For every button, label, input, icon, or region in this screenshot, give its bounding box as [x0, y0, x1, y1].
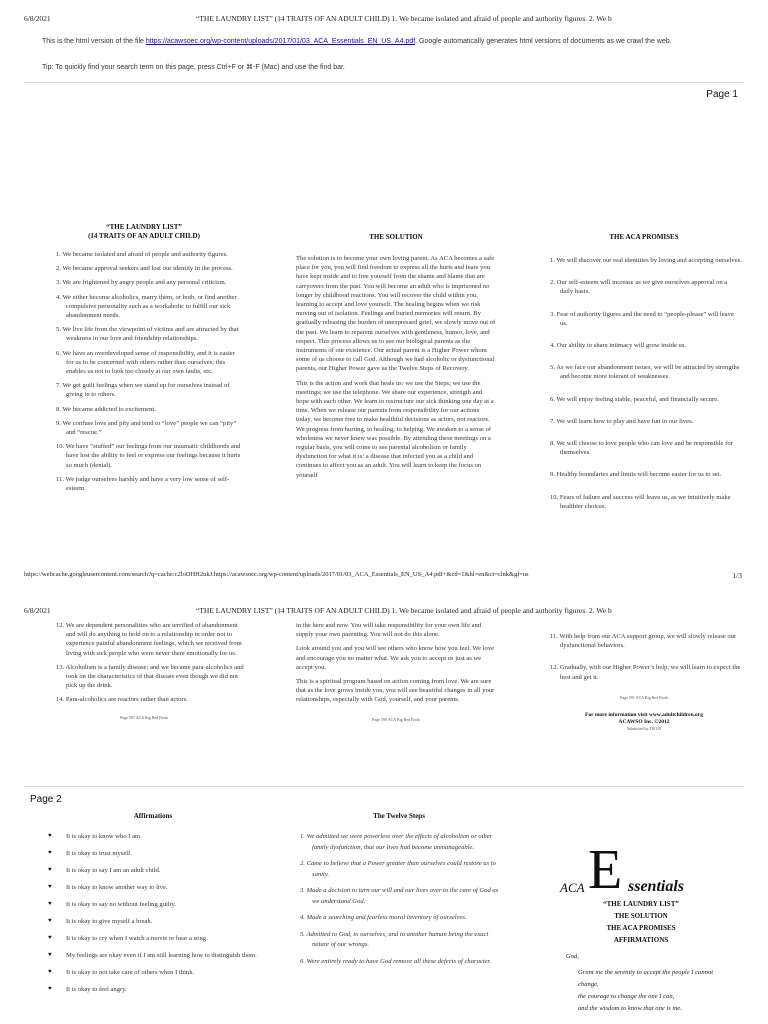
- prayer-line: and the wisdom to know that one is me.: [578, 1005, 682, 1012]
- promises-title: THE ACA PROMISES: [609, 233, 679, 241]
- promises-continued: [546, 632, 742, 731]
- list-item: 1. We will discover our real identities by loving and accepting ourselves.: [550, 257, 742, 264]
- laundry-list-column: [44, 223, 244, 498]
- solution-column: [296, 233, 496, 559]
- list-item: 7. We will learn how to play and have fun in our lives.: [550, 417, 694, 425]
- notice-text-post: . Google automatically generates html versions of documents as we crawl the web.: [415, 38, 672, 45]
- contents-item: THE ACA PROMISES: [606, 924, 676, 932]
- list-item: 5. As we face our abandonment issues, we will be attracted by strengths and become more tolerant of weaknesses.: [550, 364, 740, 381]
- laundry-list-subtitle: (14 TRAITS OF AN ADULT CHILD): [88, 232, 200, 240]
- traits-list: [44, 621, 244, 705]
- list-item: ♥ My feelings are okay even if I am still learning how to distinguish them.: [48, 951, 258, 960]
- twelve-steps-column: [298, 812, 500, 1024]
- solution-title: THE SOLUTION: [369, 233, 423, 241]
- list-item: 2. Our self-esteem will increase as we give ourselves approval on a daily basis.: [550, 279, 728, 296]
- promises-list: [546, 256, 742, 511]
- twelve-steps-title: The Twelve Steps: [373, 812, 425, 820]
- logo-big-e: E: [588, 839, 623, 901]
- list-item: 11. We judge ourselves harshly and have a very low sense of self-esteem.: [56, 475, 230, 493]
- contents-item: “THE LAUNDRY LIST”: [603, 900, 679, 908]
- page-1-label: Page 1: [706, 89, 738, 100]
- solution-paragraph: The solution is to become your own loving parent. As ACA becomes a safe place for you, you will find freedom to express all the hurts and fears you have kept inside and to free yourself from the shame and blame that are carryovers from the past. You will become an adult who is imprisoned no longer by childhood reactions. You will recover the child within you, learning to accept and love yourself. The healing begins when we risk moving out of isolation. Feelings and buried memories will return. By gradually releasing the burden of unexpressed grief, we slowly move out of the past. We learn to reparent ourselves with gentleness, humor, love, and respect. This process allows us to see our biological parents as the instruments of our existence. Our actual parent is a Higher Power whom some of us choose to call God. Although we had alcoholic or dysfunctional parents, our Higher Power gave us the Twelve Steps of Recovery.: [296, 255, 496, 373]
- print-title: “THE LAUNDRY LIST” (14 TRAITS OF AN ADULT CHILD) 1. We became isolated and afraid of people and authority figures. 2. We b: [196, 606, 612, 615]
- contents-item: AFFIRMATIONS: [613, 936, 669, 944]
- info-website: For more information visit www.adultchildren.org: [585, 711, 703, 718]
- list-item: 7. We get guilt feelings when we stand up for ourselves instead of giving in to others.: [56, 382, 230, 399]
- find-tip: Tip: To quickly find your search term on this page, press Ctrl+F or ⌘-F (Mac) and use the find bar.: [42, 64, 345, 71]
- aca-essentials-logo: [560, 839, 720, 901]
- list-item: ♥ It is okay to feel angry.: [48, 985, 258, 994]
- logo-aca: ACA: [560, 880, 585, 895]
- list-item: ♥ It is okay to say I am an adult child.: [48, 866, 258, 875]
- divider: [24, 82, 744, 83]
- list-item: 6. We will enjoy feeling stable, peaceful, and financially secure.: [550, 395, 719, 403]
- source-pdf-link[interactable]: https://acawsoec.org/wp-content/uploads/2017/01/03_ACA_Essentials_EN_US_A4.pdf: [145, 38, 416, 45]
- list-item: 12. We are dependent personalities who are terrified of abandonment and will do anything to hold on to a relationship in order not to experience painful abandonment feelings, which we received from living with sick people who were never there emotionally for us.: [56, 622, 242, 657]
- list-item: ♥ It is okay to not take care of others when I think.: [48, 968, 258, 977]
- laundry-list-continued: [44, 621, 244, 720]
- print-page-number: 1/3: [732, 571, 742, 580]
- logo-essentials: ssentials: [628, 878, 685, 895]
- page-footer: Page 591 ACA Big Red Book: [620, 694, 668, 700]
- prayer-line: Grant me the serenity to accept the people I cannot change,: [578, 969, 714, 988]
- list-item: 6. Were entirely ready to have God remove all these defects of character.: [300, 957, 492, 965]
- list-item: 3. Fear of authority figures and the need to “people-please” will leave us.: [550, 310, 734, 327]
- list-item: ♥ It is okay to know another way to live.: [48, 883, 258, 892]
- list-item: 8. We will choose to love people who can love and be responsible for themselves.: [550, 440, 733, 457]
- list-item: 1. We admitted we were powerless over the effects of alcoholism or other family dysfunction, that our lives had become unmanageable.: [300, 833, 493, 851]
- contents-list: [566, 898, 716, 946]
- solution-continued: [296, 621, 496, 722]
- affirmations-column: [48, 812, 258, 1002]
- list-item: 11. With help from our ACA support group, we will slowly release our dysfunctional behaviors.: [550, 633, 737, 650]
- solution-paragraph: This is the action and work that heals us: we use the Steps; we use the meetings; we use the telephone. We share our experience, strength and hope with each other. We learn to restructure our sick thinking one day at a time. When we release our parents from responsibility for our actions today, we become free to make healthful decisions as actors, not reactors. We progress from hurting, to healing, to helping. We awaken to a sense of wholeness we never knew was possible. By attending these meetings on a regular basis, you will come to see parental alcoholism or family dysfunction for what it is: a disease that infected you as a child and continues to affect you as an adult. You will learn to keep the focus on yourself: [296, 379, 494, 479]
- page-footer: Page 590 ACA Big Red Book: [372, 716, 420, 722]
- traits-list: [44, 250, 244, 493]
- list-item: 5. Admitted to God, to ourselves, and to another human being the exact nature of our wrongs.: [300, 930, 489, 948]
- list-item: 9. Healthy boundaries and limits will become easier for us to set.: [550, 471, 722, 479]
- promises-column: [546, 233, 742, 524]
- list-item: 5. We live life from the viewpoint of victims and are attracted by that weakness in our love and friendship relationships.: [56, 326, 239, 343]
- divider: [24, 786, 744, 787]
- list-item: 12. Gradually, with our Higher Power’s help, we will learn to expect the best and get it.: [550, 664, 741, 681]
- list-item: ♥ It is okay to say no without feeling guilty.: [48, 900, 258, 909]
- page-footer: Page 587 ACA Big Red Book: [120, 714, 168, 720]
- list-item: 10. Fears of failure and success will leave us, as we intuitively make healthier choices.: [550, 493, 731, 510]
- print-date: 6/8/2021: [24, 606, 51, 615]
- cache-notice: [42, 36, 722, 48]
- list-item: ♥ It is okay to cry when I watch a movie or hear a song.: [48, 934, 258, 943]
- list-item: 2. Came to believe that a Power greater than ourselves could restore us to sanity.: [300, 860, 496, 878]
- list-item: ♥ It is okay to give myself a break.: [48, 917, 258, 926]
- list-item: 4. Our ability to share intimacy will grow inside us.: [550, 342, 687, 350]
- solution-paragraph: Look around you and you will see others who know how you feel. We love and encourage you no matter what. We ask you to accept us just as we accept you.: [296, 645, 495, 671]
- page-2-label: Page 2: [30, 794, 62, 805]
- laundry-list-title: “THE LAUNDRY LIST”: [106, 223, 182, 231]
- list-item: ♥ It is okay to know who I am.: [48, 832, 258, 841]
- print-url: https://webcache.googleusercontent.com/search?q=cache:c2loDHH2ukJ:https://acawsoec.org/wp-content/uploads/2017/01/03_ACA_Essentials_EN_US_A4.pdf+&cd=1&hl=en&ct=clnk&gl=us: [24, 571, 529, 578]
- list-item: 4. Made a searching and fearless moral inventory of ourselves.: [300, 914, 467, 921]
- notice-text: This is the html version of the file: [42, 38, 146, 45]
- contents-item: THE SOLUTION: [614, 912, 668, 920]
- list-item: 13. Alcoholism is a family disease; and we became para-alcoholics and took on the characteristics of that disease even though we did not pick up the drink.: [56, 663, 244, 690]
- steps-list: [298, 832, 500, 967]
- print-title: “THE LAUNDRY LIST” (14 TRAITS OF AN ADULT CHILD) 1. We became isolated and afraid of people and authority figures. 2. We b: [196, 14, 612, 23]
- list-item: 8. We became addicted to excitement.: [56, 405, 156, 413]
- info-copyright: ACAWSO Inc. ©2012: [618, 718, 670, 725]
- list-item: 2. We became approval seekers and lost our identity in the process.: [56, 265, 233, 273]
- list-item: 3. We are frightened by angry people and any personal criticism.: [56, 279, 227, 287]
- list-item: 10. We have “stuffed” our feelings from our traumatic childhoods and have lost the ability to feel or express our feelings because it hurts so much (denial).: [56, 443, 241, 469]
- list-item: 4. We either become alcoholics, marry them, or both, or find another compulsive personality such as a workaholic to fulfill our sick abandonment needs.: [56, 293, 237, 320]
- list-item: ♥ It is okay to trust myself.: [48, 849, 258, 858]
- list-item: 9. We confuse love and pity and tend to “love” people we can “pity” and “rescue.”: [56, 419, 237, 437]
- prayer-line: the courage to change the one I can,: [578, 993, 675, 1000]
- list-item: 1. We became isolated and afraid of people and authority figures.: [56, 251, 228, 258]
- solution-paragraph: This is a spiritual program based on action coming from love. We are sure that as the love grows inside you, you will see beautiful changes in all your relationships, especially with God, yourself, and your parents.: [296, 678, 495, 704]
- serenity-prayer: [566, 951, 726, 1015]
- promises-list: [546, 632, 742, 682]
- list-item: 14. Para-alcoholics are reactors rather than actors.: [56, 696, 188, 704]
- list-item: 3. Made a decision to turn our will and our lives over to the care of God as we understand God.: [300, 887, 499, 905]
- affirmations-list: [48, 832, 258, 994]
- solution-paragraph: in the here and now. You will take responsibility for your own life and supply your own parenting. You will not do this alone.: [296, 622, 482, 639]
- list-item: 6. We have an overdeveloped sense of responsibility, and it is easier for us to be concerned with others rather than ourselves; this enables us not to look too closely at our own faults, etc.: [56, 349, 235, 376]
- affirmations-title: Affirmations: [133, 812, 173, 820]
- print-date: 6/8/2021: [24, 14, 51, 23]
- prayer-address: God,: [566, 953, 580, 960]
- info-submitted: Submitted by TSO29: [627, 725, 661, 731]
